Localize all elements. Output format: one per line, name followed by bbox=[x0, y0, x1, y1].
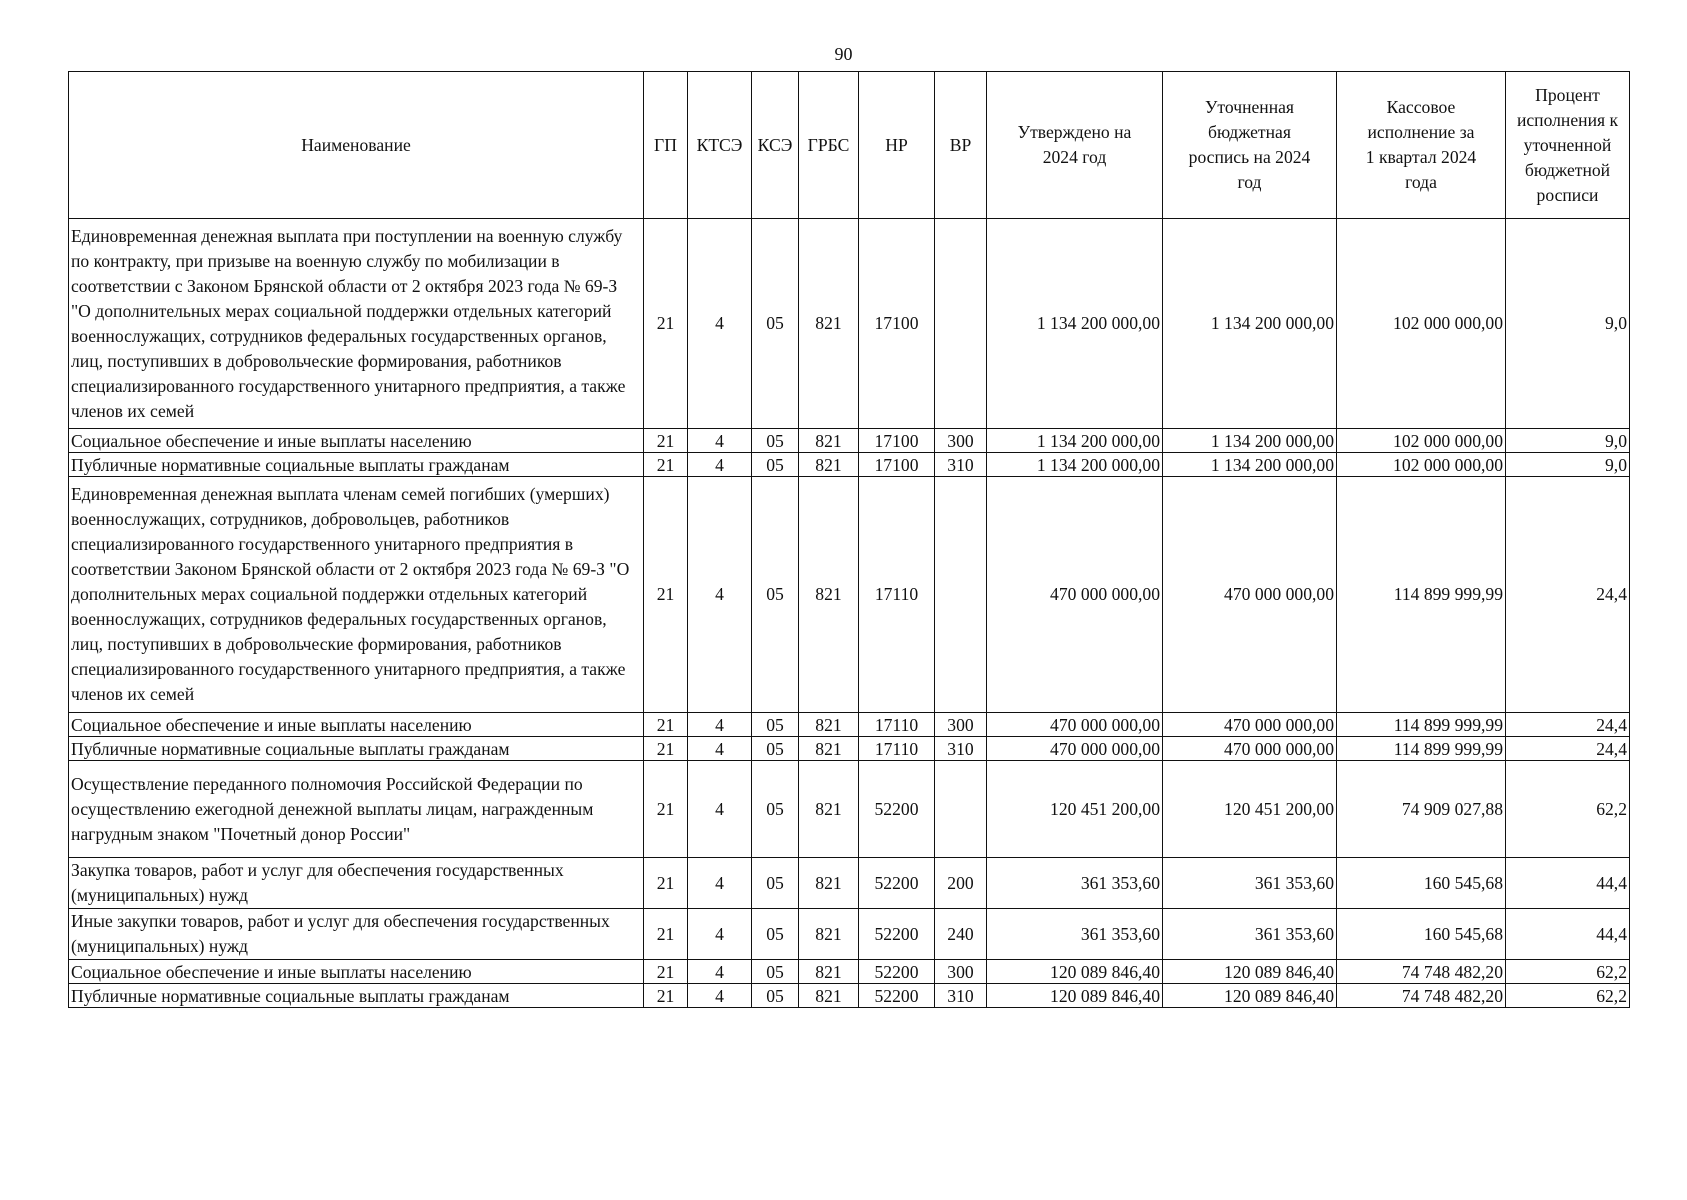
row-cash: 160 545,68 bbox=[1337, 858, 1506, 909]
row-vr: 240 bbox=[935, 909, 987, 960]
table-row bbox=[69, 858, 1630, 909]
row-name: Единовременная денежная выплата членам семей погибших (умерших) военнослужащих, сотрудников, добровольцев, работников специализированного государственного унитарного предприятия в соответствии Законом Брянской области от 2 октября 2023 года № 69-З "О дополнительных мерах социальной поддержки отдельных категорий военнослужащих, сотрудников федеральных государственных органов, лиц, поступивших в добровольческие формирования, работников специализированного государственного унитарного предприятия, а также членов их семей bbox=[69, 477, 644, 713]
row-vr: 310 bbox=[935, 984, 987, 1008]
row-gp: 21 bbox=[644, 858, 688, 909]
row-percent: 24,4 bbox=[1506, 477, 1630, 713]
row-ktse: 4 bbox=[688, 219, 752, 429]
row-gp: 21 bbox=[644, 453, 688, 477]
row-cash: 160 545,68 bbox=[1337, 909, 1506, 960]
row-approved: 120 089 846,40 bbox=[987, 984, 1163, 1008]
row-cash: 114 899 999,99 bbox=[1337, 737, 1506, 761]
row-percent: 62,2 bbox=[1506, 960, 1630, 984]
row-kse: 05 bbox=[752, 429, 799, 453]
row-gp: 21 bbox=[644, 713, 688, 737]
row-nr: 17110 bbox=[859, 477, 935, 713]
row-nr: 17100 bbox=[859, 429, 935, 453]
row-kse: 05 bbox=[752, 453, 799, 477]
header-refined: Уточненная бюджетная роспись на 2024 год bbox=[1163, 72, 1337, 219]
row-nr: 52200 bbox=[859, 858, 935, 909]
row-name: Публичные нормативные социальные выплаты гражданам bbox=[69, 453, 644, 477]
row-kse: 05 bbox=[752, 761, 799, 858]
row-nr: 17110 bbox=[859, 713, 935, 737]
row-percent: 9,0 bbox=[1506, 219, 1630, 429]
row-grbs: 821 bbox=[799, 737, 859, 761]
row-name: Социальное обеспечение и иные выплаты населению bbox=[69, 429, 644, 453]
row-kse: 05 bbox=[752, 737, 799, 761]
row-kse: 05 bbox=[752, 984, 799, 1008]
row-approved: 1 134 200 000,00 bbox=[987, 219, 1163, 429]
row-grbs: 821 bbox=[799, 453, 859, 477]
row-approved: 1 134 200 000,00 bbox=[987, 429, 1163, 453]
row-cash: 114 899 999,99 bbox=[1337, 713, 1506, 737]
row-refined: 361 353,60 bbox=[1163, 858, 1337, 909]
row-kse: 05 bbox=[752, 858, 799, 909]
row-percent: 44,4 bbox=[1506, 858, 1630, 909]
row-percent: 62,2 bbox=[1506, 761, 1630, 858]
row-ktse: 4 bbox=[688, 909, 752, 960]
row-name: Социальное обеспечение и иные выплаты населению bbox=[69, 713, 644, 737]
row-cash: 74 909 027,88 bbox=[1337, 761, 1506, 858]
row-percent: 9,0 bbox=[1506, 429, 1630, 453]
row-grbs: 821 bbox=[799, 909, 859, 960]
row-kse: 05 bbox=[752, 909, 799, 960]
row-percent: 24,4 bbox=[1506, 713, 1630, 737]
row-nr: 52200 bbox=[859, 984, 935, 1008]
row-vr bbox=[935, 761, 987, 858]
row-gp: 21 bbox=[644, 219, 688, 429]
row-refined: 470 000 000,00 bbox=[1163, 713, 1337, 737]
row-percent: 44,4 bbox=[1506, 909, 1630, 960]
row-approved: 470 000 000,00 bbox=[987, 737, 1163, 761]
row-ktse: 4 bbox=[688, 429, 752, 453]
row-ktse: 4 bbox=[688, 858, 752, 909]
table-row bbox=[69, 219, 1630, 429]
row-refined: 1 134 200 000,00 bbox=[1163, 429, 1337, 453]
row-grbs: 821 bbox=[799, 429, 859, 453]
row-refined: 120 451 200,00 bbox=[1163, 761, 1337, 858]
row-gp: 21 bbox=[644, 429, 688, 453]
row-gp: 21 bbox=[644, 909, 688, 960]
row-percent: 24,4 bbox=[1506, 737, 1630, 761]
row-vr: 310 bbox=[935, 453, 987, 477]
row-ktse: 4 bbox=[688, 761, 752, 858]
row-refined: 1 134 200 000,00 bbox=[1163, 453, 1337, 477]
row-percent: 62,2 bbox=[1506, 984, 1630, 1008]
row-grbs: 821 bbox=[799, 984, 859, 1008]
row-gp: 21 bbox=[644, 960, 688, 984]
row-refined: 120 089 846,40 bbox=[1163, 960, 1337, 984]
row-approved: 361 353,60 bbox=[987, 909, 1163, 960]
row-name: Единовременная денежная выплата при поступлении на военную службу по контракту, при призыве на военную службу по мобилизации в соответствии с Законом Брянской области от 2 октября 2023 года № 69-З "О дополнительных мерах социальной поддержки отдельных категорий военнослужащих, сотрудников федеральных государственных органов, лиц, поступивших в добровольческие формирования, работников специализированного государственного унитарного предприятия, а также членов их семей bbox=[69, 219, 644, 429]
budget-table bbox=[68, 71, 1630, 1008]
header-grbs: ГРБС bbox=[799, 72, 859, 219]
row-nr: 52200 bbox=[859, 761, 935, 858]
row-vr: 300 bbox=[935, 960, 987, 984]
header-ktse: КТСЭ bbox=[688, 72, 752, 219]
header-vr: ВР bbox=[935, 72, 987, 219]
table-row bbox=[69, 737, 1630, 761]
table-header-row bbox=[69, 72, 1630, 219]
table-row bbox=[69, 909, 1630, 960]
row-nr: 17100 bbox=[859, 453, 935, 477]
table-row bbox=[69, 960, 1630, 984]
row-grbs: 821 bbox=[799, 960, 859, 984]
header-cash: Кассовое исполнение за 1 квартал 2024 года bbox=[1337, 72, 1506, 219]
row-name: Закупка товаров, работ и услуг для обеспечения государственных (муниципальных) нужд bbox=[69, 858, 644, 909]
row-kse: 05 bbox=[752, 960, 799, 984]
row-kse: 05 bbox=[752, 713, 799, 737]
row-grbs: 821 bbox=[799, 477, 859, 713]
row-approved: 470 000 000,00 bbox=[987, 713, 1163, 737]
page-number: 90 bbox=[834, 44, 853, 64]
row-ktse: 4 bbox=[688, 477, 752, 713]
row-name: Публичные нормативные социальные выплаты гражданам bbox=[69, 737, 644, 761]
table-row bbox=[69, 761, 1630, 858]
row-nr: 17100 bbox=[859, 219, 935, 429]
row-nr: 17110 bbox=[859, 737, 935, 761]
row-kse: 05 bbox=[752, 219, 799, 429]
row-percent: 9,0 bbox=[1506, 453, 1630, 477]
row-vr: 200 bbox=[935, 858, 987, 909]
row-gp: 21 bbox=[644, 737, 688, 761]
row-name: Публичные нормативные социальные выплаты гражданам bbox=[69, 984, 644, 1008]
row-refined: 470 000 000,00 bbox=[1163, 737, 1337, 761]
header-percent: Процент исполнения к уточненной бюджетной росписи bbox=[1506, 72, 1630, 219]
header-kse: КСЭ bbox=[752, 72, 799, 219]
header-approved: Утверждено на 2024 год bbox=[987, 72, 1163, 219]
table-row bbox=[69, 453, 1630, 477]
row-ktse: 4 bbox=[688, 737, 752, 761]
row-grbs: 821 bbox=[799, 219, 859, 429]
row-cash: 102 000 000,00 bbox=[1337, 219, 1506, 429]
row-approved: 120 089 846,40 bbox=[987, 960, 1163, 984]
row-grbs: 821 bbox=[799, 713, 859, 737]
row-refined: 361 353,60 bbox=[1163, 909, 1337, 960]
table-row bbox=[69, 984, 1630, 1008]
row-approved: 361 353,60 bbox=[987, 858, 1163, 909]
row-ktse: 4 bbox=[688, 453, 752, 477]
row-refined: 470 000 000,00 bbox=[1163, 477, 1337, 713]
row-grbs: 821 bbox=[799, 761, 859, 858]
row-gp: 21 bbox=[644, 477, 688, 713]
header-gp: ГП bbox=[644, 72, 688, 219]
header-name: Наименование bbox=[69, 72, 644, 219]
row-ktse: 4 bbox=[688, 984, 752, 1008]
row-cash: 102 000 000,00 bbox=[1337, 429, 1506, 453]
row-cash: 74 748 482,20 bbox=[1337, 984, 1506, 1008]
row-vr: 300 bbox=[935, 429, 987, 453]
row-grbs: 821 bbox=[799, 858, 859, 909]
row-cash: 74 748 482,20 bbox=[1337, 960, 1506, 984]
row-kse: 05 bbox=[752, 477, 799, 713]
row-cash: 114 899 999,99 bbox=[1337, 477, 1506, 713]
row-name: Социальное обеспечение и иные выплаты населению bbox=[69, 960, 644, 984]
row-nr: 52200 bbox=[859, 960, 935, 984]
table-row bbox=[69, 477, 1630, 713]
row-nr: 52200 bbox=[859, 909, 935, 960]
row-approved: 470 000 000,00 bbox=[987, 477, 1163, 713]
row-name: Осуществление переданного полномочия Российской Федерации по осуществлению ежегодной денежной выплаты лицам, награжденным нагрудным знаком "Почетный донор России" bbox=[69, 761, 644, 858]
row-cash: 102 000 000,00 bbox=[1337, 453, 1506, 477]
row-ktse: 4 bbox=[688, 960, 752, 984]
row-vr bbox=[935, 219, 987, 429]
header-nr: НР bbox=[859, 72, 935, 219]
row-approved: 120 451 200,00 bbox=[987, 761, 1163, 858]
row-gp: 21 bbox=[644, 984, 688, 1008]
row-gp: 21 bbox=[644, 761, 688, 858]
row-approved: 1 134 200 000,00 bbox=[987, 453, 1163, 477]
table-row bbox=[69, 713, 1630, 737]
row-refined: 1 134 200 000,00 bbox=[1163, 219, 1337, 429]
row-vr: 310 bbox=[935, 737, 987, 761]
row-refined: 120 089 846,40 bbox=[1163, 984, 1337, 1008]
row-vr: 300 bbox=[935, 713, 987, 737]
row-name: Иные закупки товаров, работ и услуг для обеспечения государственных (муниципальных) нужд bbox=[69, 909, 644, 960]
row-ktse: 4 bbox=[688, 713, 752, 737]
row-vr bbox=[935, 477, 987, 713]
table-row bbox=[69, 429, 1630, 453]
